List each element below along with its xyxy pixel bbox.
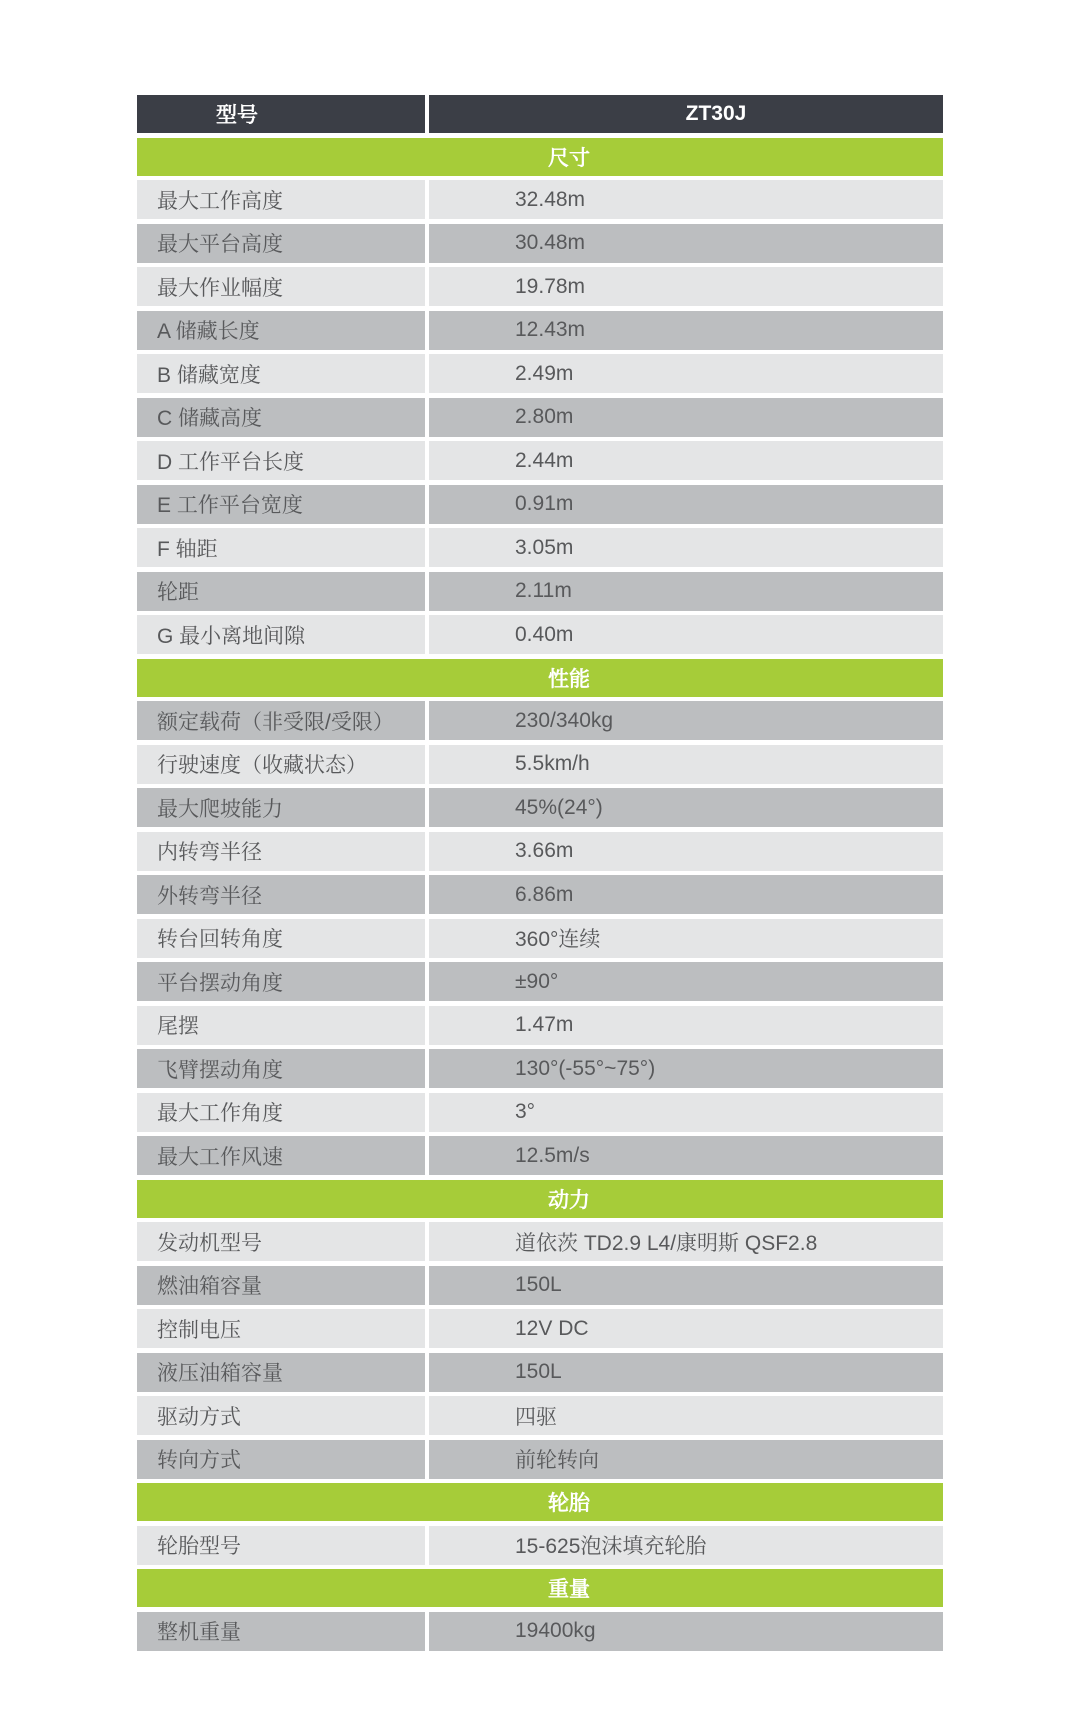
spec-label: 驱动方式 [137, 1396, 425, 1435]
spec-label: 发动机型号 [137, 1222, 425, 1261]
spec-label: 尾摆 [137, 1006, 425, 1045]
section-band-2: 动力 [137, 1180, 943, 1218]
spec-value: 2.49m [429, 354, 943, 393]
spec-label: 最大工作风速 [137, 1136, 425, 1175]
spec-row [137, 962, 943, 1001]
spec-value: 230/340kg [429, 701, 943, 740]
spec-value: 19.78m [429, 267, 943, 306]
spec-value: 2.44m [429, 441, 943, 480]
spec-row [137, 1309, 943, 1348]
spec-row [137, 1136, 943, 1175]
section-band-1: 性能 [137, 659, 943, 697]
spec-label: 最大工作角度 [137, 1093, 425, 1132]
spec-label: 飞臂摆动角度 [137, 1049, 425, 1088]
spec-row [137, 1440, 943, 1479]
spec-row [137, 1049, 943, 1088]
spec-row [137, 701, 943, 740]
spec-value: 5.5km/h [429, 745, 943, 784]
spec-row [137, 832, 943, 871]
spec-value: 6.86m [429, 875, 943, 914]
spec-row [137, 1266, 943, 1305]
spec-label: D 工作平台长度 [137, 441, 425, 480]
spec-label: 轮距 [137, 572, 425, 611]
spec-label: E 工作平台宽度 [137, 485, 425, 524]
spec-row [137, 441, 943, 480]
spec-label: 最大工作高度 [137, 180, 425, 219]
section-band-0: 尺寸 [137, 138, 943, 176]
spec-label: 平台摆动角度 [137, 962, 425, 1001]
spec-label: 燃油箱容量 [137, 1266, 425, 1305]
model-header-row [137, 95, 943, 133]
spec-value: 2.11m [429, 572, 943, 611]
spec-row [137, 398, 943, 437]
spec-label: A 储藏长度 [137, 311, 425, 350]
spec-label: C 储藏高度 [137, 398, 425, 437]
spec-label: G 最小离地间隙 [137, 615, 425, 654]
spec-value: 0.91m [429, 485, 943, 524]
spec-value: 32.48m [429, 180, 943, 219]
spec-label: 轮胎型号 [137, 1526, 425, 1565]
spec-row [137, 267, 943, 306]
spec-label: 转向方式 [137, 1440, 425, 1479]
spec-value: 0.40m [429, 615, 943, 654]
spec-value: 150L [429, 1266, 943, 1305]
spec-row [137, 919, 943, 958]
spec-row [137, 1222, 943, 1261]
spec-label: 液压油箱容量 [137, 1353, 425, 1392]
spec-row [137, 1526, 943, 1565]
spec-value: 前轮转向 [429, 1440, 943, 1479]
spec-value: 15-625泡沫填充轮胎 [429, 1526, 943, 1565]
spec-value: 1.47m [429, 1006, 943, 1045]
spec-value: 30.48m [429, 224, 943, 263]
spec-row [137, 485, 943, 524]
spec-label: 最大爬坡能力 [137, 788, 425, 827]
spec-label: 最大平台高度 [137, 224, 425, 263]
spec-row [137, 311, 943, 350]
spec-row [137, 528, 943, 567]
spec-value: 45%(24°) [429, 788, 943, 827]
spec-value: 3.66m [429, 832, 943, 871]
spec-label: 整机重量 [137, 1612, 425, 1651]
spec-value: 3° [429, 1093, 943, 1132]
spec-row [137, 615, 943, 654]
spec-label: 额定载荷（非受限/受限） [137, 701, 425, 740]
spec-label: 转台回转角度 [137, 919, 425, 958]
spec-label: 最大作业幅度 [137, 267, 425, 306]
spec-label: 外转弯半径 [137, 875, 425, 914]
model-header-value: ZT30J [429, 95, 943, 133]
spec-row [137, 180, 943, 219]
spec-value: 3.05m [429, 528, 943, 567]
spec-value: 12.5m/s [429, 1136, 943, 1175]
spec-row [137, 1353, 943, 1392]
spec-value: 360°连续 [429, 919, 943, 958]
spec-row [137, 354, 943, 393]
model-header-label: 型号 [137, 95, 425, 133]
spec-value: ±90° [429, 962, 943, 1001]
section-band-4: 重量 [137, 1569, 943, 1607]
spec-value: 2.80m [429, 398, 943, 437]
spec-row [137, 1612, 943, 1651]
spec-row [137, 224, 943, 263]
spec-value: 道依茨 TD2.9 L4/康明斯 QSF2.8 [429, 1222, 943, 1261]
spec-label: 控制电压 [137, 1309, 425, 1348]
spec-row [137, 1093, 943, 1132]
spec-label: B 储藏宽度 [137, 354, 425, 393]
spec-row [137, 1396, 943, 1435]
spec-row [137, 875, 943, 914]
spec-value: 12.43m [429, 311, 943, 350]
spec-label: F 轴距 [137, 528, 425, 567]
spec-table [137, 95, 943, 1651]
spec-label: 行驶速度（收藏状态） [137, 745, 425, 784]
spec-value: 12V DC [429, 1309, 943, 1348]
spec-row [137, 1006, 943, 1045]
spec-label: 内转弯半径 [137, 832, 425, 871]
spec-value: 19400kg [429, 1612, 943, 1651]
spec-row [137, 572, 943, 611]
spec-row [137, 745, 943, 784]
spec-value: 130°(-55°~75°) [429, 1049, 943, 1088]
section-band-3: 轮胎 [137, 1483, 943, 1521]
spec-value: 150L [429, 1353, 943, 1392]
spec-row [137, 788, 943, 827]
spec-value: 四驱 [429, 1396, 943, 1435]
